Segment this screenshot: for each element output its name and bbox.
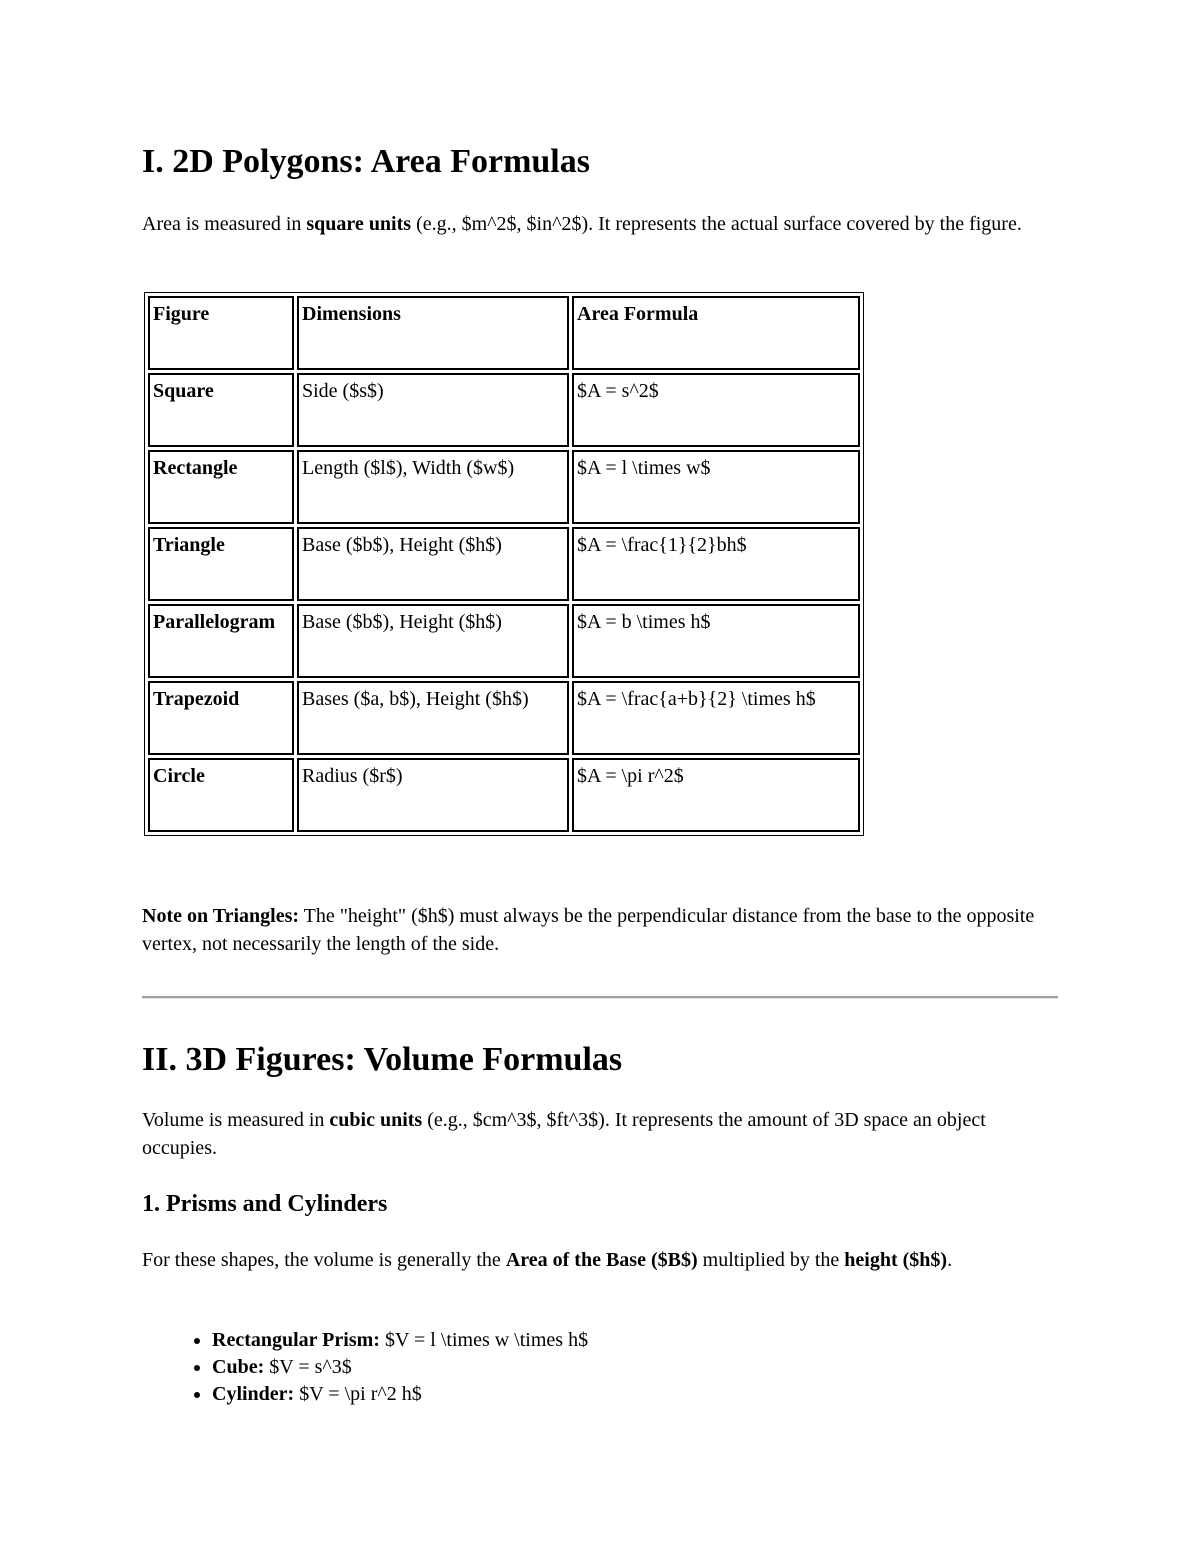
section1-heading: I. 2D Polygons: Area Formulas: [142, 143, 590, 180]
table-row: [148, 604, 860, 678]
table-cell-dimensions: Length ($l$), Width ($w$): [297, 450, 569, 524]
table-row: [148, 758, 860, 832]
triangle-note-label: Note on Triangles:: [142, 905, 300, 927]
section1-intro-pre: Area is measured in: [142, 213, 307, 235]
table-cell-figure: Circle: [148, 758, 294, 832]
table-cell-figure: Parallelogram: [148, 604, 294, 678]
table-header-figure: Figure: [148, 296, 294, 370]
table-cell-figure: Triangle: [148, 527, 294, 601]
table-cell-formula: $A = \frac{1}{2}bh$: [572, 527, 860, 601]
subsection-text: For these shapes, the volume is generally the Area of the Base ($B$) multiplied by the height ($h$).: [142, 1249, 953, 1271]
table-cell-dimensions: Base ($b$), Height ($h$): [297, 604, 569, 678]
section1-intro-post: (e.g., $m^2$, $in^2$). It represents the actual surface covered by the figure.: [411, 213, 1022, 235]
table-row: [148, 450, 860, 524]
table-header-row: [148, 296, 860, 370]
section2-intro-bold: cubic units: [329, 1109, 423, 1131]
table-cell-dimensions: Radius ($r$): [297, 758, 569, 832]
table-cell-figure: Rectangle: [148, 450, 294, 524]
area-formulas-table: [144, 292, 864, 836]
section1-intro-bold: square units: [306, 213, 412, 235]
table-row: [148, 373, 860, 447]
table-cell-formula: $A = b \times h$: [572, 604, 860, 678]
table-row: [148, 681, 860, 755]
volume-formula-list: [142, 1327, 588, 1408]
subsection-heading: 1. Prisms and Cylinders: [142, 1191, 388, 1217]
list-item: • Cube: $V = s^3$: [212, 1354, 588, 1381]
section2-heading: II. 3D Figures: Volume Formulas: [142, 1041, 623, 1078]
table-cell-figure: Square: [148, 373, 294, 447]
section-divider: [142, 996, 1058, 999]
triangle-note: [142, 902, 1052, 958]
table-row: [148, 527, 860, 601]
table-header-formula: Area Formula: [572, 296, 860, 370]
table-cell-formula: $A = s^2$: [572, 373, 860, 447]
table-cell-formula: $A = l \times w$: [572, 450, 860, 524]
base-area-term: Area of the Base ($B$): [505, 1249, 698, 1271]
table-cell-formula: $A = \pi r^2$: [572, 758, 860, 832]
section2-intro: [142, 1106, 1052, 1162]
section2-intro-pre: Volume is measured in: [142, 1109, 330, 1131]
table-cell-formula: $A = \frac{a+b}{2} \times h$: [572, 681, 860, 755]
table-cell-dimensions: Base ($b$), Height ($h$): [297, 527, 569, 601]
table-cell-dimensions: Side ($s$): [297, 373, 569, 447]
height-term: height ($h$): [844, 1249, 948, 1271]
table-cell-figure: Trapezoid: [148, 681, 294, 755]
triangle-note-text: The "height" ($h$) must always be the perpendicular distance from the base to the opposite vertex, not necessarily the length of the side.: [142, 905, 1035, 955]
section1-intro: [142, 210, 1052, 238]
list-item: • Rectangular Prism: $V = l \times w \times h$: [212, 1327, 588, 1354]
section2-intro-post: (e.g., $cm^3$, $ft^3$). It represents the amount of 3D space an object occupies.: [142, 1109, 986, 1159]
list-item: • Cylinder: $V = \pi r^2 h$: [212, 1381, 588, 1408]
table-cell-dimensions: Bases ($a, b$), Height ($h$): [297, 681, 569, 755]
table-header-dimensions: Dimensions: [297, 296, 569, 370]
